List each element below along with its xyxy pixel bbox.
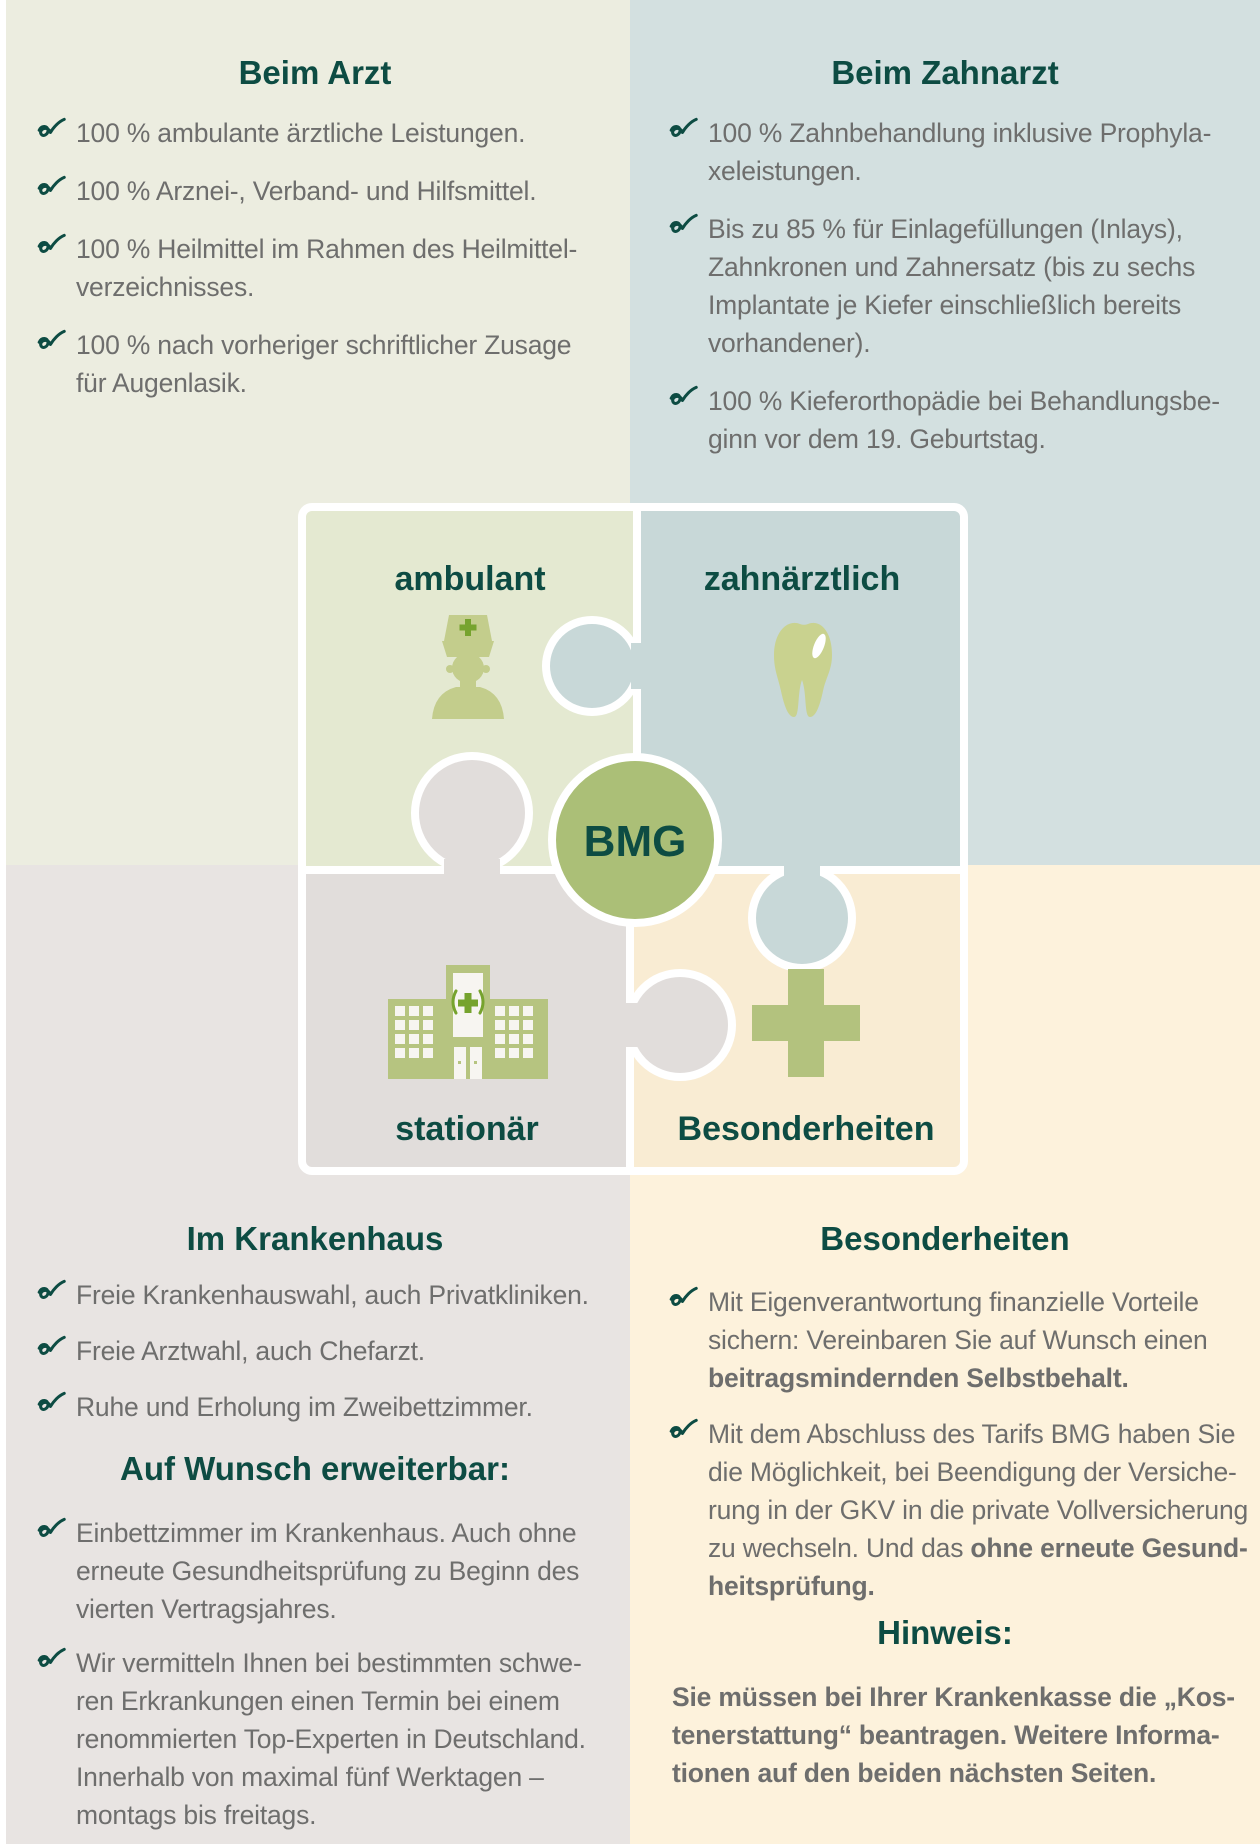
checklist-item: 100 % Zahnbehandlung inklusive Prophyla- xeleistungen. xyxy=(668,114,1260,190)
page-edge-margin xyxy=(0,0,6,1844)
puzzle-knob-right xyxy=(628,973,732,1077)
piece-label-stationaer: stationär xyxy=(395,1110,539,1148)
checklist-item: 100 % nach vorheriger schriftlicher Zusage für Augenlasik. xyxy=(36,326,636,402)
check-icon xyxy=(666,1286,700,1320)
puzzle-knob-down xyxy=(752,868,852,968)
checklist-item: Bis zu 85 % für Einlagefüllungen (Inlays), Zahnkronen und Zahnersatz (bis zu sechs Implantate je Kiefer einschließlich bereits vorhandener). xyxy=(668,210,1260,362)
checklist-item: Einbettzimmer im Krankenhaus. Auch ohne erneute Gesundheitsprüfung zu Beginn des vierten Vertragsjahres. xyxy=(36,1514,636,1628)
piece-label-zahnaerztlich: zahnärztlich xyxy=(703,560,901,598)
check-icon xyxy=(34,329,68,363)
check-icon xyxy=(34,1335,68,1369)
checklist-item: 100 % Arznei-, Verband- und Hilfsmittel. xyxy=(36,172,636,210)
checklist-item: 100 % Heilmittel im Rahmen des Heilmittel- verzeichnisses. xyxy=(36,230,636,306)
checklist-item: Freie Krankenhauswahl, auch Privatkliniken. xyxy=(36,1276,636,1314)
section-title-beim-zahnarzt: Beim Zahnarzt xyxy=(831,54,1059,91)
checklist-item: Wir vermitteln Ihnen bei bestimmten schwe- ren Erkrankungen einen Termin bei einem renommierten Top-Experten in Deutschland. Innerhalb von maximal fünf Werktagen – montags bis freitags. xyxy=(36,1644,636,1834)
section-title-besonderheiten: Besonderheiten xyxy=(820,1220,1070,1257)
note-title-hinweis: Hinweis: xyxy=(877,1614,1013,1651)
section-title-beim-arzt: Beim Arzt xyxy=(238,54,392,91)
checklist-item: Mit Eigenverantwortung finanzielle Vorteile sichern: Vereinbaren Sie auf Wunsch einen beitragsmindernden Selbstbehalt. xyxy=(668,1283,1260,1397)
check-icon xyxy=(34,175,68,209)
check-icon xyxy=(666,213,700,247)
checklist-item: Freie Arztwahl, auch Chefarzt. xyxy=(36,1332,636,1370)
check-icon xyxy=(666,117,700,151)
check-icon xyxy=(34,1391,68,1425)
checklist-item: Ruhe und Erholung im Zweibettzimmer. xyxy=(36,1388,636,1426)
checklist-item: Mit dem Abschluss des Tarifs BMG haben Sie die Möglichkeit, bei Beendigung der Versiche- rung in der GKV in die private Vollversicherung zu wechseln. Und das ohne erneute Gesund- heitsprüfung. xyxy=(668,1415,1260,1605)
section-title-im-krankenhaus: Im Krankenhaus xyxy=(186,1220,444,1257)
puzzle-knob-left xyxy=(546,620,638,712)
checklist-item: 100 % ambulante ärztliche Leistungen. xyxy=(36,114,636,152)
check-icon xyxy=(34,1517,68,1551)
check-icon xyxy=(666,1418,700,1452)
hinweis-note: Sie müssen bei Ihrer Krankenkasse die „Kos- tenerstattung“ beantragen. Weitere Informa- tionen auf den beiden nächsten Seiten. xyxy=(672,1682,1235,1788)
piece-label-besonderheiten: Besonderheiten xyxy=(677,1110,935,1148)
bmg-label: BMG xyxy=(583,817,687,866)
puzzle-knob-up xyxy=(415,756,529,870)
check-icon xyxy=(34,1647,68,1681)
check-icon xyxy=(666,385,700,419)
check-icon xyxy=(34,117,68,151)
check-icon xyxy=(34,1279,68,1313)
puzzle-diagram xyxy=(298,503,968,1175)
subsection-title-auf-wunsch: Auf Wunsch erweiterbar: xyxy=(120,1450,510,1487)
checklist-item: 100 % Kieferorthopädie bei Behandlungsbe- ginn vor dem 19. Geburtstag. xyxy=(668,382,1260,458)
piece-label-ambulant: ambulant xyxy=(394,560,546,598)
check-icon xyxy=(34,233,68,267)
